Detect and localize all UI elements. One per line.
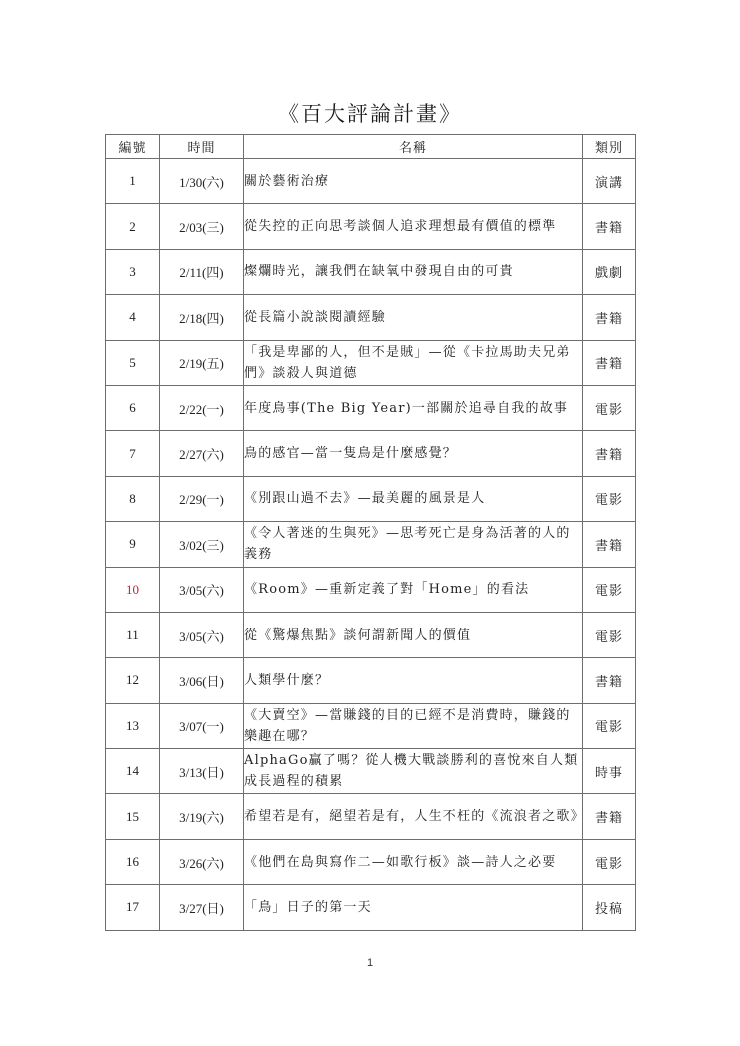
row-name-cell: 《Room》—重新定義了對「Home」的看法 xyxy=(244,567,583,612)
table-row xyxy=(106,522,636,567)
row-category-cell: 電影 xyxy=(583,567,636,612)
row-category-cell: 戲劇 xyxy=(583,249,636,294)
row-id-cell: 14 xyxy=(106,749,160,794)
row-date-cell: 2/27(六) xyxy=(160,431,244,476)
row-category-cell: 電影 xyxy=(583,476,636,521)
row-category-cell: 電影 xyxy=(583,839,636,884)
page-number: 1 xyxy=(366,957,374,969)
row-category-cell: 書籍 xyxy=(583,204,636,249)
row-date-cell: 2/11(四) xyxy=(160,249,244,294)
row-name-cell: 人類學什麼？ xyxy=(244,658,583,703)
row-date-cell: 2/22(一) xyxy=(160,385,244,430)
column-header-id: 編號 xyxy=(106,135,160,159)
row-id-cell: 11 xyxy=(106,612,160,657)
row-name-cell: 《他們在島與寫作二—如歌行板》談—詩人之必要 xyxy=(244,839,583,884)
row-date-cell: 3/19(六) xyxy=(160,794,244,839)
row-id-cell: 15 xyxy=(106,794,160,839)
table-row xyxy=(106,249,636,294)
row-id-cell: 12 xyxy=(106,658,160,703)
row-id-cell: 10 xyxy=(106,567,160,612)
table-row xyxy=(106,340,636,385)
row-category-cell: 書籍 xyxy=(583,295,636,340)
table-row xyxy=(106,204,636,249)
row-date-cell: 3/27(日) xyxy=(160,885,244,930)
row-date-cell: 2/18(四) xyxy=(160,295,244,340)
row-name-cell: AlphaGo贏了嗎？從人機大戰談勝利的喜悅來自人類成長過程的積累 xyxy=(244,749,583,794)
row-category-cell: 電影 xyxy=(583,612,636,657)
row-id-cell: 17 xyxy=(106,885,160,930)
row-name-cell: 鳥的感官—當一隻鳥是什麼感覺？ xyxy=(244,431,583,476)
row-category-cell: 演講 xyxy=(583,159,636,204)
row-id-cell: 9 xyxy=(106,522,160,567)
row-date-cell: 3/26(六) xyxy=(160,839,244,884)
row-name-cell: 從《驚爆焦點》談何謂新聞人的價值 xyxy=(244,612,583,657)
row-id-cell: 6 xyxy=(106,385,160,430)
row-name-cell: 「鳥」日子的第一天 xyxy=(244,885,583,930)
row-name-cell: 關於藝術治療 xyxy=(244,159,583,204)
table-row xyxy=(106,794,636,839)
row-id-cell: 2 xyxy=(106,204,160,249)
table-row xyxy=(106,431,636,476)
table-body xyxy=(106,159,636,931)
row-name-cell: 燦爛時光，讓我們在缺氧中發現自由的可貴 xyxy=(244,249,583,294)
column-header-date: 時間 xyxy=(160,135,244,159)
row-name-cell: 《大賣空》—當賺錢的目的已經不是消費時，賺錢的樂趣在哪？ xyxy=(244,703,583,748)
row-id-cell: 13 xyxy=(106,703,160,748)
table-row xyxy=(106,385,636,430)
table-row xyxy=(106,159,636,204)
row-category-cell: 電影 xyxy=(583,703,636,748)
column-header-category: 類別 xyxy=(583,135,636,159)
row-name-cell: 年度鳥事(The Big Year)一部關於追尋自我的故事 xyxy=(244,385,583,430)
row-id-cell: 3 xyxy=(106,249,160,294)
table-row xyxy=(106,703,636,748)
row-name-cell: 《別跟山過不去》—最美麗的風景是人 xyxy=(244,476,583,521)
row-name-cell: 從失控的正向思考談個人追求理想最有價值的標準 xyxy=(244,204,583,249)
row-date-cell: 2/19(五) xyxy=(160,340,244,385)
table-row xyxy=(106,839,636,884)
row-category-cell: 書籍 xyxy=(583,794,636,839)
table-row xyxy=(106,612,636,657)
row-date-cell: 3/05(六) xyxy=(160,612,244,657)
row-category-cell: 電影 xyxy=(583,385,636,430)
table-row xyxy=(106,885,636,930)
table-row xyxy=(106,749,636,794)
table-header-row xyxy=(106,135,636,159)
table-row xyxy=(106,476,636,521)
row-category-cell: 時事 xyxy=(583,749,636,794)
table-row xyxy=(106,295,636,340)
row-category-cell: 書籍 xyxy=(583,431,636,476)
row-name-cell: 希望若是有，絕望若是有，人生不枉的《流浪者之歌》 xyxy=(244,794,583,839)
row-id-cell: 7 xyxy=(106,431,160,476)
row-id-cell: 8 xyxy=(106,476,160,521)
row-date-cell: 2/29(一) xyxy=(160,476,244,521)
row-category-cell: 投稿 xyxy=(583,885,636,930)
row-name-cell: 《令人著迷的生與死》—思考死亡是身為活著的人的義務 xyxy=(244,522,583,567)
row-date-cell: 2/03(三) xyxy=(160,204,244,249)
column-header-name: 名稱 xyxy=(244,135,583,159)
review-plan-table xyxy=(105,134,636,931)
row-date-cell: 3/06(日) xyxy=(160,658,244,703)
row-id-cell: 4 xyxy=(106,295,160,340)
row-id-cell: 1 xyxy=(106,159,160,204)
row-date-cell: 3/07(一) xyxy=(160,703,244,748)
table-row xyxy=(106,567,636,612)
row-id-cell: 5 xyxy=(106,340,160,385)
row-category-cell: 書籍 xyxy=(583,522,636,567)
row-date-cell: 3/02(三) xyxy=(160,522,244,567)
row-date-cell: 1/30(六) xyxy=(160,159,244,204)
row-category-cell: 書籍 xyxy=(583,340,636,385)
row-name-cell: 「我是卑鄙的人，但不是賊」—從《卡拉馬助夫兄弟們》談殺人與道德 xyxy=(244,340,583,385)
row-date-cell: 3/13(日) xyxy=(160,749,244,794)
document-title: 《百大評論計畫》 xyxy=(278,102,462,126)
row-category-cell: 書籍 xyxy=(583,658,636,703)
row-date-cell: 3/05(六) xyxy=(160,567,244,612)
row-name-cell: 從長篇小說談閱讀經驗 xyxy=(244,295,583,340)
row-id-cell: 16 xyxy=(106,839,160,884)
table-row xyxy=(106,658,636,703)
